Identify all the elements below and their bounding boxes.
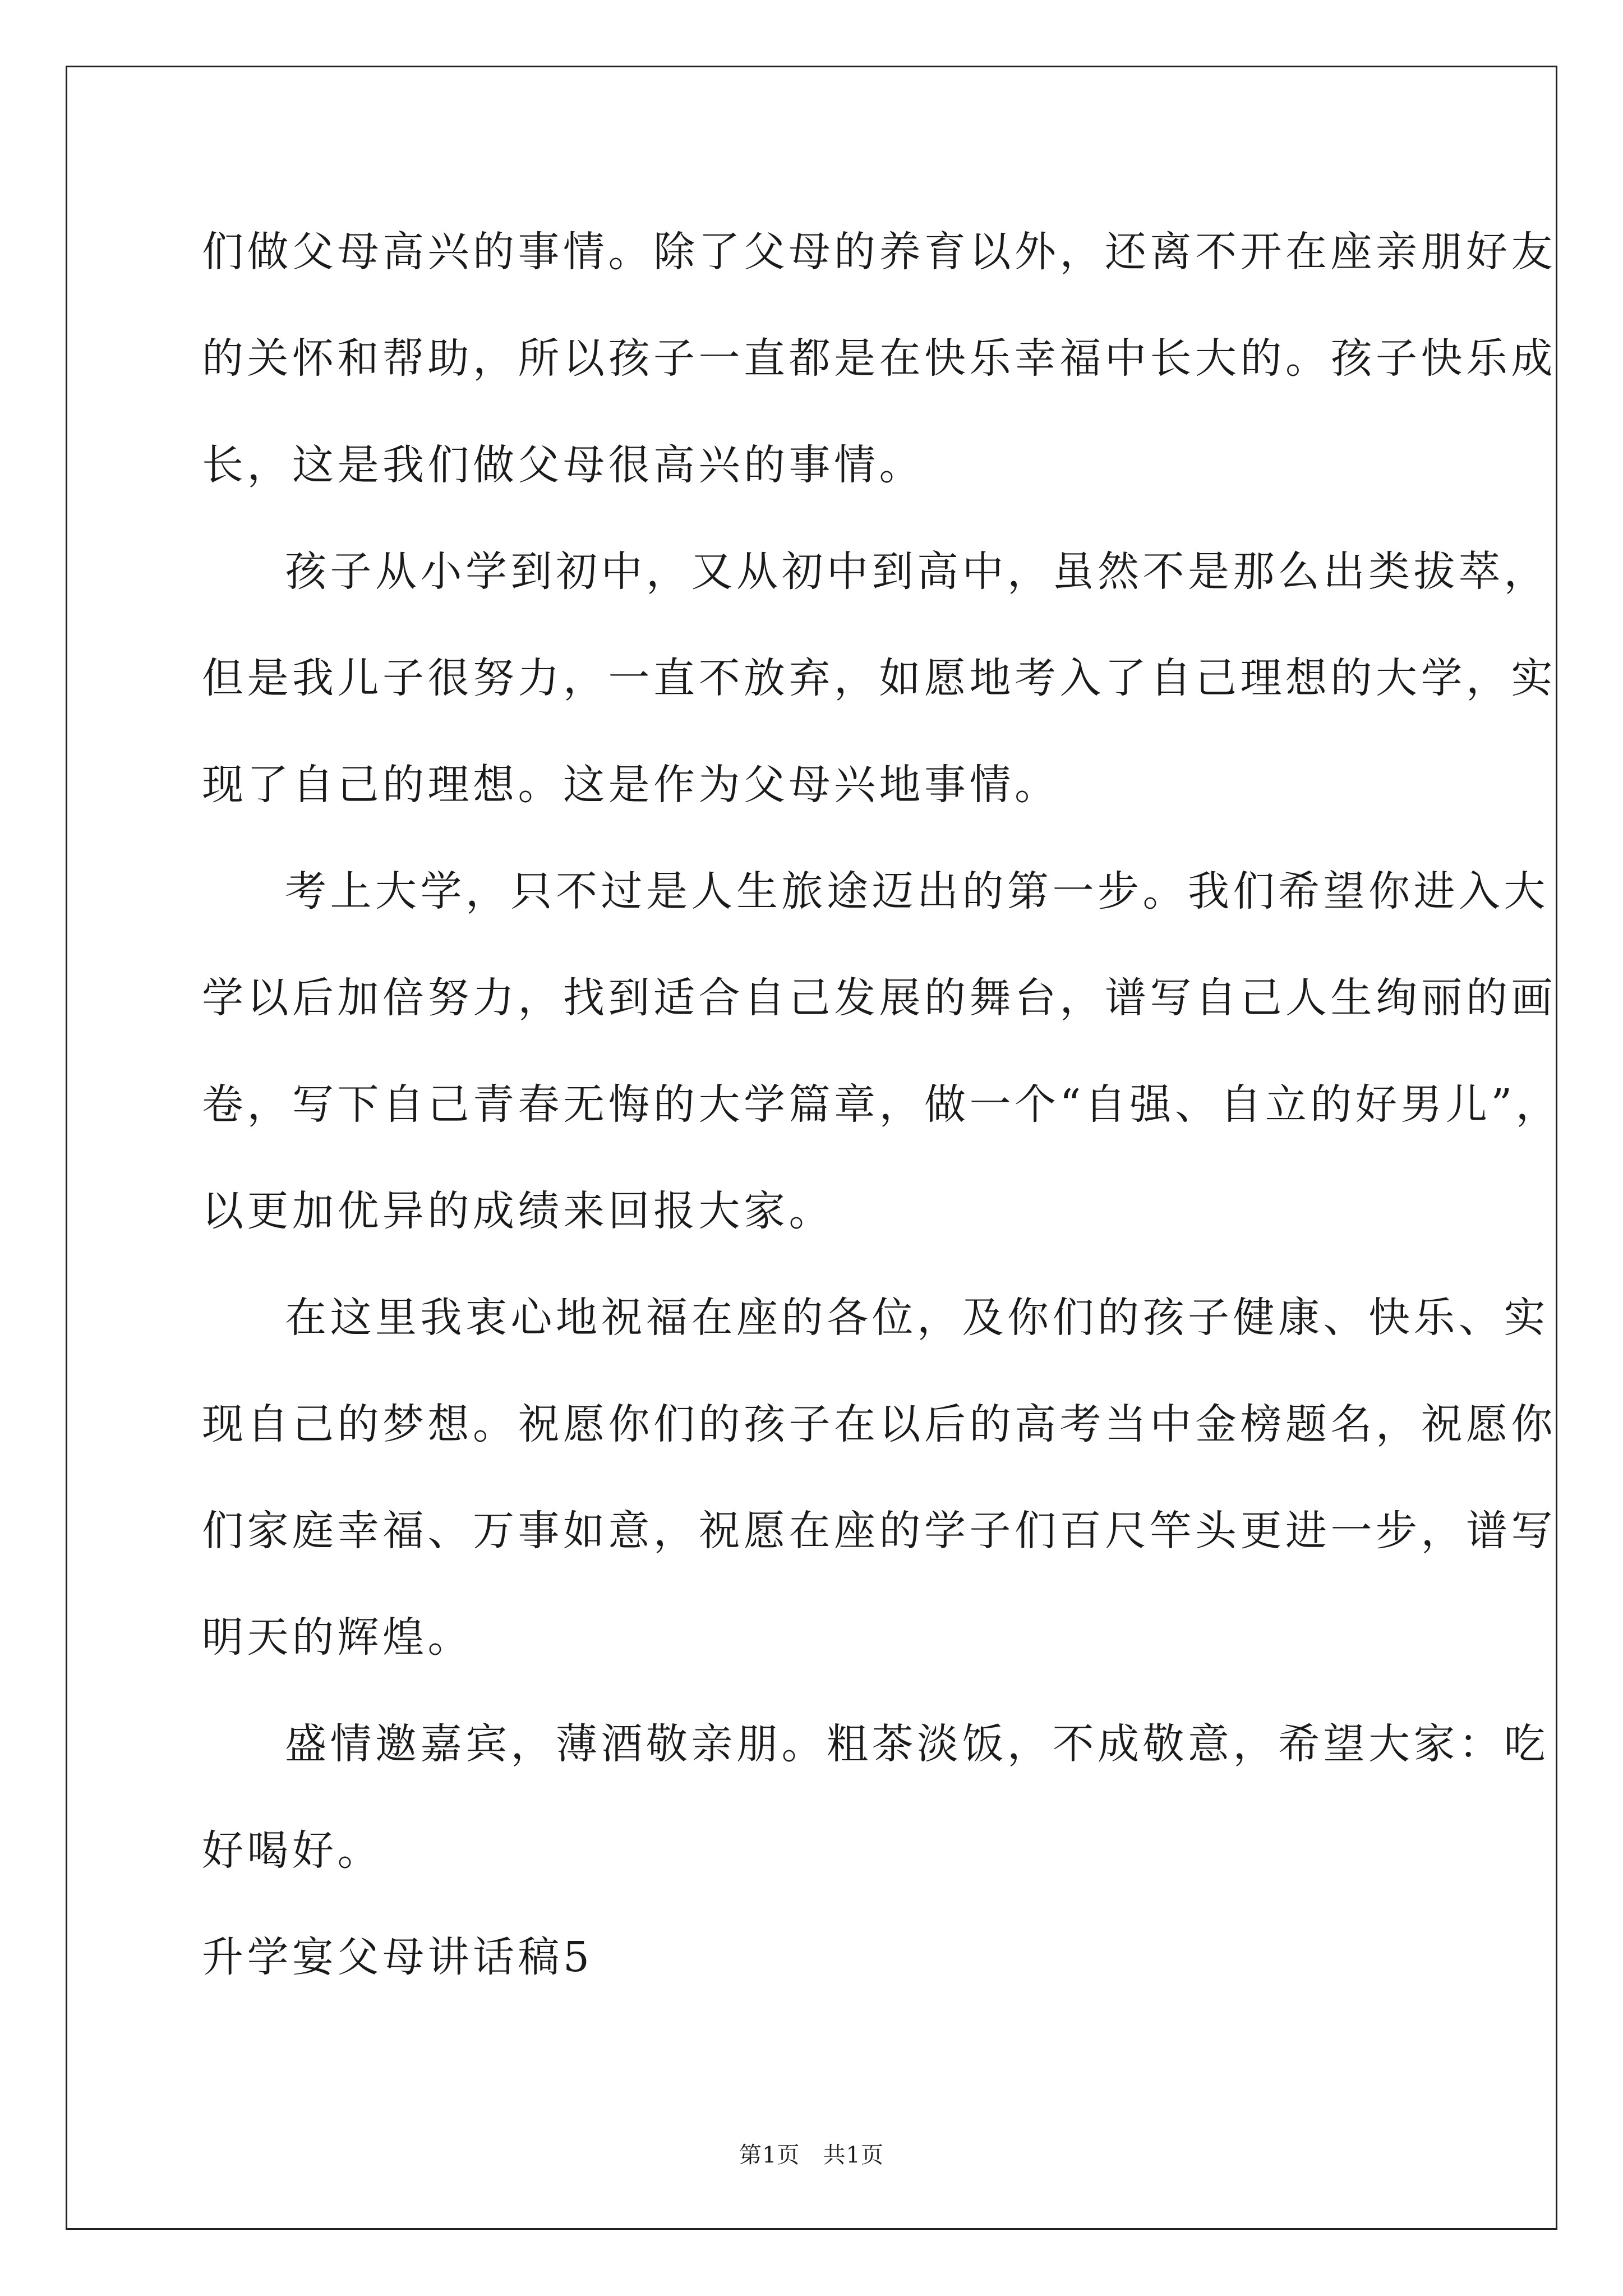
text-line: 以更加优异的成绩来回报大家。 (202, 1187, 834, 1235)
paragraph-start-line: 在这里我衷心地祝福在座的各位，及你们的孩子健康、快乐、实 (285, 1294, 1549, 1342)
text-line: 们做父母高兴的事情。除了父母的养育以外，还离不开在座亲朋好友 (202, 228, 1556, 276)
text-line: 长，这是我们做父母很高兴的事情。 (202, 441, 924, 489)
section-heading: 升学宴父母讲话稿5 (202, 1933, 593, 1981)
paragraph-start-line: 考上大学，只不过是人生旅途迈出的第一步。我们希望你进入大 (285, 867, 1549, 915)
text-line: 好喝好。 (202, 1826, 382, 1875)
text-line: 卷，写下自己青春无悔的大学篇章，做一个“自强、自立的好男儿”， (202, 1080, 1561, 1129)
text-line: 们家庭幸福、万事如意，祝愿在座的学子们百尺竿头更进一步，谱写 (202, 1507, 1556, 1555)
text-line: 的关怀和帮助，所以孩子一直都是在快乐幸福中长大的。孩子快乐成 (202, 334, 1556, 383)
text-line: 学以后加倍努力，找到适合自己发展的舞台，谱写自己人生绚丽的画 (202, 974, 1556, 1022)
document-body (202, 204, 1561, 2016)
text-line: 但是我儿子很努力，一直不放弃，如愿地考入了自己理想的大学，实 (202, 654, 1556, 702)
paragraph-start-line: 盛情邀嘉宾，薄酒敬亲朋。粗茶淡饭，不成敬意，希望大家：吃 (285, 1720, 1549, 1768)
page-footer: 第1页 共1页 (739, 2142, 884, 2168)
text-line: 明天的辉煌。 (202, 1613, 473, 1662)
paragraph-start-line: 孩子从小学到初中，又从初中到高中，虽然不是那么出类拔萃， (285, 547, 1549, 596)
text-line: 现自己的梦想。祝愿你们的孩子在以后的高考当中金榜题名，祝愿你 (202, 1400, 1556, 1448)
text-line: 现了自己的理想。这是作为父母兴地事情。 (202, 761, 1060, 809)
